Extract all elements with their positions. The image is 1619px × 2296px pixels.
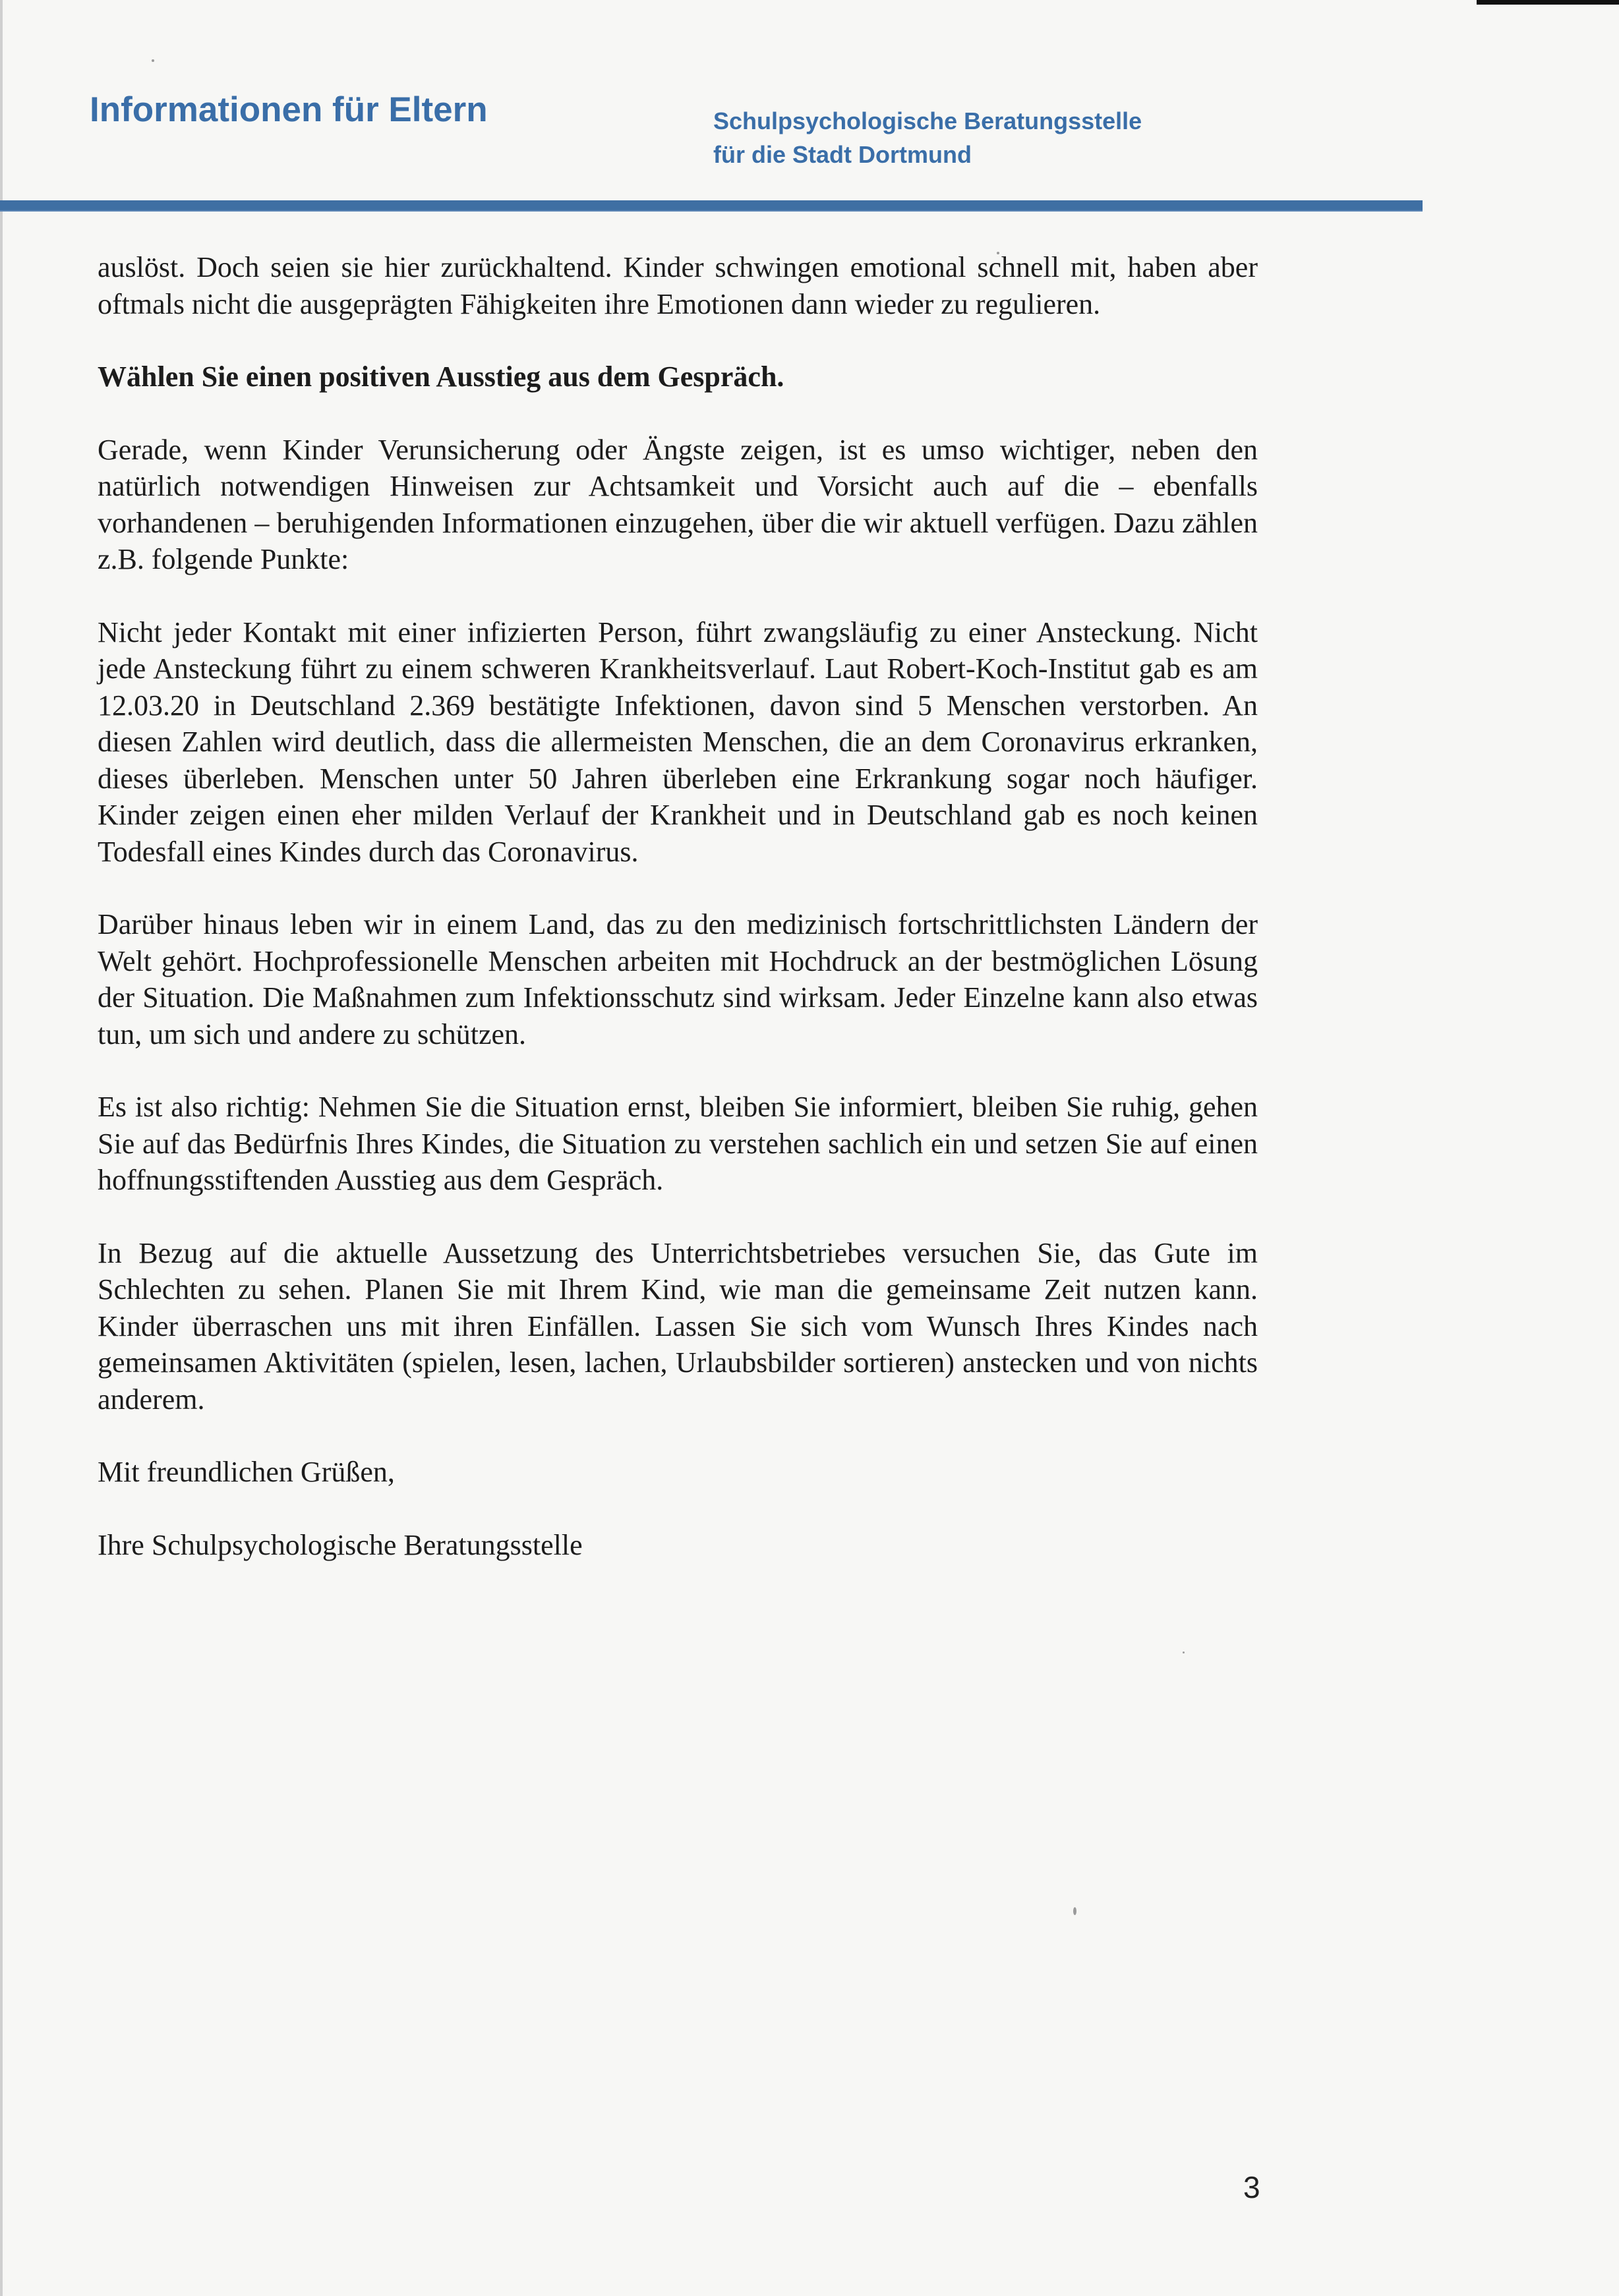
scan-speck [1073, 1907, 1076, 1915]
page-number: 3 [1243, 2170, 1260, 2204]
section-heading: Wählen Sie einen positiven Ausstieg aus dem Gespräch. [98, 360, 784, 393]
paragraph: Gerade, wenn Kinder Verunsicherung oder Ängste zeigen, ist es umso wichtiger, neben den natürlich notwendigen Hinweisen zur Achtsamkeit und Vorsicht auch auf die – ebenfalls vorhandenen – beruhigenden Informationen einzugehen, über die wir aktuell verfügen. Dazu zählen z.B. folgende Punkte: [98, 433, 1258, 575]
intro-paragraph: auslöst. Doch seien sie hier zurückhaltend. Kinder schwingen emotional schnell mit, haben aber oftmals nicht die ausgeprägten Fähigkeiten ihre Emotionen dann wieder zu regulieren. [98, 251, 1258, 320]
header-title: Informationen für Eltern [90, 90, 488, 129]
paragraph: Nicht jeder Kontakt mit einer infizierten Person, führt zwangsläufig zu einer Ansteckung. Nicht jede Ansteckung führt zu einem schweren Krankheitsverlauf. Laut Robert-Koch-Institut gab es am 12.03.20 in Deutschland 2.369 bestätigte Infektionen, davon sind 5 Menschen verstorben. An diesen Zahlen wird deutlich, dass die allermeisten Menschen, die an dem Coronavirus erkranken, dieses überleben. Menschen unter 50 Jahren überleben eine Erkrankung sogar noch häufiger. Kinder zeigen einen eher milden Verlauf der Krankheit und in Deutschland gab es noch keinen Todesfall eines Kindes durch das Coronavirus. [98, 616, 1258, 868]
body-text [98, 249, 1258, 1563]
header-org-line-1: Schulpsychologische Beratungsstelle [713, 107, 1142, 134]
scan-left-edge [0, 0, 3, 2296]
header-rule [0, 200, 1423, 210]
scan-speck [1183, 1651, 1185, 1653]
scan-speck [152, 59, 154, 62]
paragraph: Darüber hinaus leben wir in einem Land, das zu den medizinisch fortschrittlichsten Ländern der Welt gehört. Hochprofessionelle Menschen arbeiten mit Hochdruck an der bestmöglichen Lösung der Situation. Die Maßnahmen zum Infektionsschutz sind wirksam. Jeder Einzelne kann also etwas tun, um sich und andere zu schützen. [98, 908, 1258, 1050]
greeting: Mit freundlichen Grüßen, [98, 1456, 395, 1488]
paragraph: Es ist also richtig: Nehmen Sie die Situation ernst, bleiben Sie informiert, bleiben Sie ruhig, gehen Sie auf das Bedürfnis Ihres Kindes, die Situation zu verstehen sachlich ein und setzen Sie auf einen hoffnungsstiftenden Ausstieg aus dem Gespräch. [98, 1091, 1258, 1196]
header-org-line-2: für die Stadt Dortmund [713, 141, 972, 168]
signature: Ihre Schulpsychologische Beratungsstelle [98, 1528, 583, 1561]
paragraph: In Bezug auf die aktuelle Aussetzung des Unterrichtsbetriebes versuchen Sie, das Gute im Schlechten zu sehen. Planen Sie mit Ihrem Kind, wie man die gemeinsame Zeit nutzen kann. Kinder überraschen uns mit ihren Einfällen. Lassen Sie sich vom Wunsch Ihres Kindes nach gemeinsamen Aktivitäten (spielen, lesen, lachen, Urlaubsbilder sortieren) anstecken und von nichts anderem. [98, 1236, 1258, 1416]
scan-corner-mark [1477, 0, 1619, 5]
header-organization [713, 104, 1142, 171]
